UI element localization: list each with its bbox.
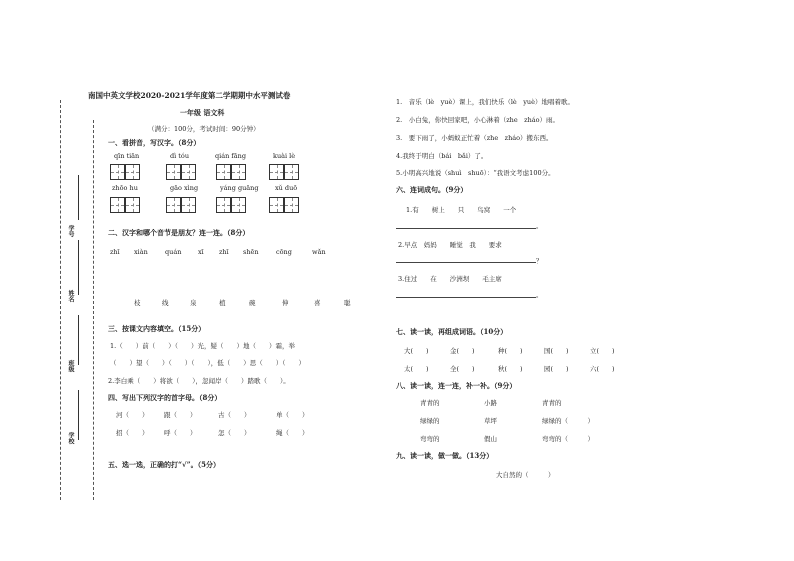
- q5-item[interactable]: 3. 要下雨了，小蚂蚁正忙着（zhe zháo）搬东西。: [396, 134, 553, 142]
- q7-item[interactable]: 全( ): [450, 365, 475, 373]
- binding-answer-line: [78, 390, 79, 440]
- exam-meta: （满分：100分，考试时间：90分钟）: [148, 125, 260, 133]
- binding-dashed-line-2: [93, 120, 94, 500]
- q1-box[interactable]: [216, 197, 231, 213]
- q4-item[interactable]: 怎（ ）: [218, 429, 251, 437]
- q7-item[interactable]: 园( ): [544, 365, 569, 373]
- q1-box[interactable]: [110, 164, 125, 180]
- q1-pinyin: yáng guāng: [220, 184, 259, 192]
- binding-label-class: 班级: [67, 360, 74, 372]
- q1-title: 一、看拼音，写汉字。（8分）: [108, 138, 201, 147]
- q6-answer-line[interactable]: [396, 228, 536, 229]
- exam-title: 南国中英文学校2020-2021学年度第二学期期中水平测试卷: [88, 91, 291, 100]
- binding-dashed-line: [60, 100, 61, 500]
- q8-left: 青青的: [420, 399, 440, 407]
- q5-item[interactable]: 4.我终于明白（bái bǎi）了。: [396, 152, 488, 160]
- exam-subtitle: 一年级 语文科: [180, 108, 225, 117]
- q6-title: 六、连词成句。（9分）: [396, 185, 468, 194]
- q9-line[interactable]: 大自然的（ ）: [496, 471, 555, 479]
- q4-title: 四、写出下列汉字的首字母。（8分）: [108, 393, 222, 402]
- q1-pinyin: zhōo hu: [112, 184, 138, 192]
- q4-item[interactable]: 跟（ ）: [164, 411, 197, 419]
- q3-line[interactable]: 2.李白乘（ ）将欲（ ），忽闻岸（ ）踏歌（ ）。: [108, 377, 290, 385]
- q1-box[interactable]: [166, 164, 181, 180]
- q7-item[interactable]: 立( ): [590, 347, 615, 355]
- q1-box[interactable]: [125, 164, 140, 180]
- q6-end-mark: 。: [536, 291, 543, 299]
- q1-box[interactable]: [166, 197, 181, 213]
- q3-line[interactable]: 1.（ ）前（ ）（ ）光，疑（ ）地（ ）霜，举: [110, 342, 295, 350]
- binding-answer-line: [78, 240, 79, 295]
- q2-char: 线: [162, 299, 169, 307]
- q1-box[interactable]: [284, 197, 299, 213]
- q6-sentence: 1.有 树上 只 鸟窝 一个: [406, 206, 517, 214]
- q8-right: 青青的: [542, 399, 562, 407]
- q1-box[interactable]: [110, 197, 125, 213]
- q2-char: 枝: [134, 299, 141, 307]
- q1-pinyin: qián fāng: [215, 152, 246, 160]
- q2-char: 碗: [249, 299, 256, 307]
- q1-pinyin: gāo xìng: [170, 184, 199, 192]
- q2-pinyin: shēn: [243, 248, 259, 256]
- q5-item[interactable]: 5.小明高兴地说（shuì shuō）：“我语文考虑100分。: [396, 169, 555, 177]
- q4-item[interactable]: 呼（ ）: [164, 429, 197, 437]
- q8-left: 弯弯的: [420, 435, 440, 443]
- q8-mid: 小路: [484, 399, 497, 407]
- q7-item[interactable]: 金( ): [450, 347, 475, 355]
- q1-box[interactable]: [269, 164, 284, 180]
- q1-box[interactable]: [231, 164, 246, 180]
- q2-pinyin: wǎn: [312, 248, 326, 256]
- q1-pinyin: xǔ duō: [275, 184, 298, 192]
- q4-item[interactable]: 单（ ）: [276, 411, 309, 419]
- q8-mid: 假山: [484, 435, 497, 443]
- q6-sentence: 2.早点 妈妈 睡觉 我 要求: [398, 241, 502, 249]
- q5-item[interactable]: 1. 音乐（lè yuè）课上，我们快乐（lè yuè）地唱着歌。: [396, 98, 574, 106]
- q1-box[interactable]: [269, 197, 284, 213]
- q1-box[interactable]: [216, 164, 231, 180]
- q6-answer-line[interactable]: [396, 262, 536, 263]
- q2-char: 泉: [190, 299, 197, 307]
- q2-pinyin: zhī: [219, 248, 229, 256]
- q1-pinyin: kuài lè: [273, 152, 296, 160]
- q2-char: 聪: [344, 299, 351, 307]
- binding-label-school: 学校: [67, 432, 74, 444]
- q2-pinyin: quán: [165, 248, 182, 256]
- q2-pinyin: xiàn: [134, 248, 148, 256]
- q1-box[interactable]: [125, 197, 140, 213]
- q6-end-mark: 。: [536, 222, 543, 230]
- q8-right[interactable]: 弯弯的（ ）: [542, 435, 594, 443]
- q7-item[interactable]: 秋( ): [498, 365, 523, 373]
- q4-item[interactable]: 河（ ）: [116, 411, 149, 419]
- q8-mid: 草坪: [484, 417, 497, 425]
- q2-pinyin: xī: [198, 248, 204, 256]
- q4-item[interactable]: 绳（ ）: [276, 429, 309, 437]
- q1-pinyin: dì tóu: [170, 152, 190, 160]
- q3-line[interactable]: （ ）望（ ）（ ）（ ），低（ ）思（ ）（ ）: [110, 359, 305, 367]
- q1-box[interactable]: [284, 164, 299, 180]
- q8-right[interactable]: 绿绿的（ ）: [542, 417, 594, 425]
- q4-item[interactable]: 古（ ）: [218, 411, 251, 419]
- q7-title: 七、读一读，再组成词语。（10分）: [396, 327, 508, 336]
- q2-title: 二、汉字和哪个音节是朋友？连一连。（8分）: [108, 228, 250, 237]
- q5-title: 五、选一选，正确的打“√”。（5分）: [108, 460, 221, 469]
- q7-item[interactable]: 国( ): [544, 347, 569, 355]
- q6-answer-line[interactable]: [396, 297, 536, 298]
- q6-sentence: 3.住过 在 沙洲坝 毛主席: [398, 275, 502, 283]
- q2-pinyin: cōng: [276, 248, 292, 256]
- q4-item[interactable]: 招（ ）: [116, 429, 149, 437]
- q7-item[interactable]: 六( ): [590, 365, 615, 373]
- binding-label-name: 姓名: [67, 290, 74, 302]
- q2-char: 喜: [314, 299, 321, 307]
- q2-pinyin: zhī: [110, 248, 120, 256]
- q5-item[interactable]: 2. 小白兔，你快回家吧，小心淋着（zhe zháo）雨。: [396, 116, 560, 124]
- q6-end-mark: ？: [536, 257, 543, 265]
- q9-title: 九、读一读，做一做。（13分）: [396, 451, 494, 460]
- binding-label-student-no: 学号: [67, 225, 74, 237]
- q7-item[interactable]: 大( ): [404, 347, 429, 355]
- q1-pinyin: qīn tiān: [114, 152, 140, 160]
- q2-char: 植: [219, 299, 226, 307]
- q1-box[interactable]: [181, 164, 196, 180]
- q7-item[interactable]: 太( ): [404, 365, 429, 373]
- q3-title: 三、按课文内容填空。（15分）: [108, 324, 206, 333]
- binding-answer-line: [78, 175, 79, 220]
- q1-box[interactable]: [231, 197, 246, 213]
- q1-box[interactable]: [181, 197, 196, 213]
- q7-item[interactable]: 种( ): [498, 347, 523, 355]
- q8-title: 八、读一读，连一连，补一补。（9分）: [396, 381, 517, 390]
- binding-answer-line: [78, 315, 79, 365]
- q8-left: 绿绿的: [420, 417, 440, 425]
- q2-char: 伸: [282, 299, 289, 307]
